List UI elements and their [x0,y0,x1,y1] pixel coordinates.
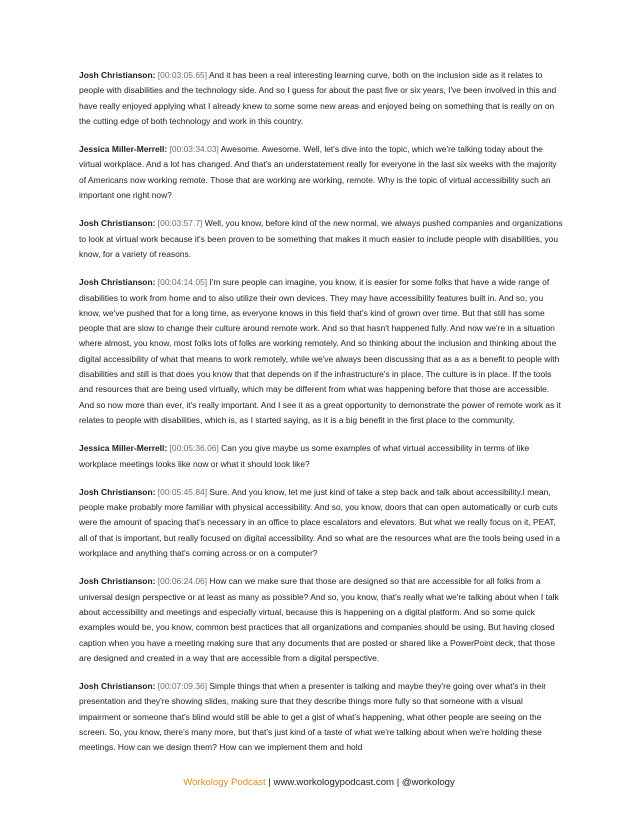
speaker-name: Josh Christianson: [79,681,156,692]
footer-separator: | [394,777,402,788]
paragraph-text: Sure. And you know, let me just kind of take a step back and talk about accessibility.I mean, people make probably more familiar with physical accessibility. And so, you know, doors that can open automatically or curb cuts were the amount of spacing that's necessary in an office to place escalators and elevators. But what we really focus on it, PEAT, all of that is important, but really focused on digital accessibility. And so what are the resources what are the tools being used in a workplace and anything that's coming across or on a computer? [79,486,561,559]
paragraph-text: I'm sure people can imagine, you know, it is easier for some folks that have a wide range of disabilities to work from home and to also utilize their own devices. They may have accessibility features built in. And so, you know, we've pushed that for a long time, as everyone knows in this field that's kind of grown over time. But that still has some people that are slow to change their culture around remote work. And so that hasn't happened fully. And now we're in a situation where almost, you know, most folks lots of folks are working remotely. And so thinking about the inclusion and thinking about the digital accessibility of what that means to work remotely, while we've always been discussing that as a as a benefit to people with disabilities and still is that does you know that that depends on if the infrastructure's in place. The culture is in place. If the tools and resources that are being used virtually, which may be different from what was happening before that those are accessible. And so now more than ever, it's really important. And I see it as a great opportunity to demonstrate the power of remote work as it relates to people with disabilities, which is, as I started saying, as it is a big benefit in the first place to the community. [79,277,561,425]
transcript-paragraph [79,679,564,755]
timestamp: [00:05:36.06] [169,443,219,454]
speaker-name: Jessica Miller-Merrell: [79,144,168,155]
transcript-paragraph [79,574,564,666]
speaker-name: Josh Christianson: [79,486,156,497]
timestamp: [00:05:45.84] [157,486,208,497]
footer-handle: @workology [401,777,455,788]
speaker-name: Josh Christianson: [79,277,156,288]
transcript-paragraph [79,68,564,129]
transcript-paragraph [79,441,564,472]
paragraph-text: And it has been a real interesting learning curve, both on the inclusion side as it relates to people with disabilities and the technology side. And so I guess for about the past five or six years, I've been involved in this and have really enjoyed applying what I already knew to some some new areas and enjoyed being on something that is really on on the cutting edge of both technology and work in this country. [79,70,557,126]
timestamp: [00:03:34.03] [169,144,219,155]
footer-separator: | [265,777,274,788]
paragraph-text: Awesome. Awesome. Well, let's dive into the topic, which we're talking today about the virtual workplace. And a lot has changed. And that's an understatement really for everyone in the last six weeks with the majority of Americans now working remote. Those that are working are working, remote. Why is the topic of virtual accessibility such an important one right now? [79,144,557,201]
transcript-paragraph [79,485,564,561]
paragraph-text: Simple things that when a presenter is talking and maybe they're going over what's in their presentation and they're showing slides, making sure that they describe things more fully so that someone with a visual impairment or someone that's blind would still be able to get a gist of what's happening, what other people are seeing on the screen. So, you know, there's many more, but that's just kind of a taste of what we're talking about when we're holding these meetings. How can we design them? How can we implement them and hold [79,681,547,753]
speaker-name: Josh Christianson: [79,70,156,80]
transcript-paragraph [79,275,564,428]
timestamp: [00:07:09.36] [157,681,208,692]
timestamp: [00:03:57.7] [157,218,203,229]
timestamp: [00:03:05.65] [157,70,208,80]
paragraph-text: Well, you know, before kind of the new normal, we always pushed companies and organizations to look at virtual work because it's been proven to be something that makes it much easier to include people with disabilities, you know, for a variety of reasons. [79,218,563,259]
transcript-paragraph [79,216,564,262]
footer-brand: Workology Podcast [183,777,266,788]
footer-website: www.workologypodcast.com [273,777,395,788]
speaker-name: Josh Christianson: [79,218,156,229]
speaker-name: Josh Christianson: [79,576,156,587]
transcript-body [79,68,564,769]
speaker-name: Jessica Miller-Merrell: [79,443,168,454]
timestamp: [00:06:24.06] [157,576,208,587]
timestamp: [00:04:14.05] [157,277,208,288]
page-footer [0,776,638,789]
paragraph-text: How can we make sure that those are designed so that are accessible for all folks from a universal design perspective or at least as many as possible? And so, you know, that's really what we're talking about when I talk about accessibility and meetings and especially virtual, because this is happening on a digital platform. And so some quick examples would be, you know, common best practices that all organizations and companies should be using. But having closed caption when you have a meeting making sure that any documents that are posted or shared like a PowerPoint deck, that those are designed and created in a way that are accessible from a digital perspective. [79,576,559,663]
transcript-paragraph [79,142,564,203]
paragraph-text: Can you give maybe us some examples of what virtual accessibility in terms of like workplace meetings looks like now or what it should look like? [79,443,530,469]
